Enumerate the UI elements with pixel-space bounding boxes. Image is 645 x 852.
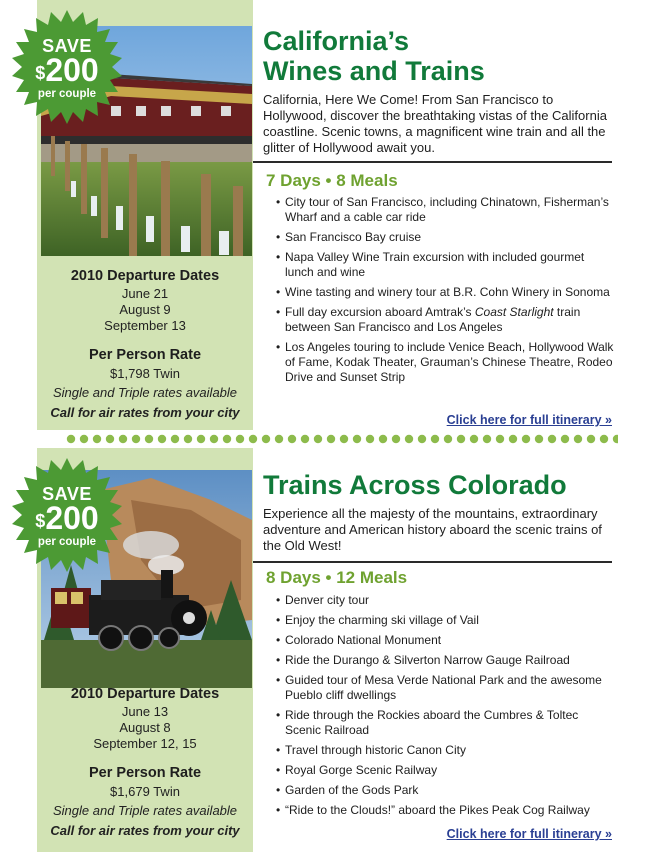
itinerary-item: • San Francisco Bay cruise <box>276 230 616 245</box>
departure-date: June 13 <box>121 704 169 719</box>
days-meals: 7 Days • 8 Meals <box>266 171 398 190</box>
departure-date: June 21 <box>121 286 169 301</box>
tour-dates-rates <box>37 686 253 839</box>
section-rule <box>253 161 612 163</box>
departure-heading: 2010 Departure Dates <box>70 268 220 284</box>
itinerary-list <box>276 593 616 823</box>
tour-title-line1: Trains Across Colorado <box>263 470 567 500</box>
tour-colorado <box>0 448 645 852</box>
itinerary-item: • Colorado National Monument <box>276 633 616 648</box>
itinerary-item: • Wine tasting and winery tour at B.R. Cohn Winery in Sonoma <box>276 285 616 300</box>
badge-dollar: $ <box>35 63 46 83</box>
itinerary-item: • Full day excursion aboard Amtrak’s Coast Starlight train between San Francisco and Los Angeles <box>276 305 616 335</box>
itinerary-item: • City tour of San Francisco, including Chinatown, Fisherman’s Wharf and a cable car ride <box>276 195 616 225</box>
rate-note: Single and Triple rates available <box>52 803 238 818</box>
departure-date: August 8 <box>119 720 171 735</box>
itinerary-item: • Travel through historic Canon City <box>276 743 616 758</box>
badge-per-couple: per couple <box>37 536 97 548</box>
tour-title <box>263 26 485 86</box>
tour-dates-rates <box>37 268 253 421</box>
tour-title-line2: Wines and Trains <box>263 56 485 86</box>
itinerary-item: • Guided tour of Mesa Verde National Park and the awesome Pueblo cliff dwellings <box>276 673 616 703</box>
rate-heading: Per Person Rate <box>88 347 202 363</box>
itinerary-item: • Los Angeles touring to include Venice Beach, Hollywood Walk of Fame, Kodak Theater, Grauman’s Chinese Theatre, Rodeo Drive and Sunset Strip <box>276 340 616 385</box>
itinerary-item: • “Ride to the Clouds!” aboard the Pikes Peak Cog Railway <box>276 803 616 818</box>
rate-amount: $1,679 <box>110 784 150 799</box>
save-badge <box>8 456 126 574</box>
badge-amount: 200 <box>45 52 99 88</box>
itinerary-item: • Denver city tour <box>276 593 616 608</box>
departure-date: September 12, 15 <box>93 736 197 751</box>
departure-date: September 13 <box>104 318 186 333</box>
badge-per-couple: per couple <box>37 88 97 100</box>
rate-type: Twin <box>153 784 180 799</box>
itinerary-item: • Ride through the Rockies aboard the Cumbres & Toltec Scenic Railroad <box>276 708 616 738</box>
days-meals: 8 Days • 12 Meals <box>266 568 408 587</box>
rate-type: Twin <box>153 366 180 381</box>
dotted-divider <box>66 432 618 446</box>
full-itinerary-link[interactable]: Click here for full itinerary » <box>446 413 612 427</box>
tour-title-line1: California’s <box>263 26 410 56</box>
rate-note: Single and Triple rates available <box>52 385 238 400</box>
air-note: Call for air rates from your city <box>50 823 240 838</box>
itinerary-item: • Enjoy the charming ski village of Vail <box>276 613 616 628</box>
badge-save-label: SAVE <box>42 484 92 504</box>
itinerary-item: • Garden of the Gods Park <box>276 783 616 798</box>
itinerary-item: • Ride the Durango & Silverton Narrow Gauge Railroad <box>276 653 616 668</box>
itinerary-item: • Royal Gorge Scenic Railway <box>276 763 616 778</box>
rate-amount: $1,798 <box>110 366 150 381</box>
badge-amount: 200 <box>45 500 99 536</box>
tour-intro: California, Here We Come! From San Francisco to Hollywood, discover the breathtaking vistas of the California coastline. Scenic towns, a magnificent wine train and all the glitter of Hollywood await you. <box>263 92 607 155</box>
departure-heading: 2010 Departure Dates <box>70 686 220 702</box>
departure-date: August 9 <box>119 302 171 317</box>
badge-dollar: $ <box>35 511 46 531</box>
full-itinerary-link[interactable]: Click here for full itinerary » <box>446 827 612 841</box>
itinerary-list <box>276 195 616 390</box>
save-badge <box>8 8 126 126</box>
itinerary-item: • Napa Valley Wine Train excursion with included gourmet lunch and wine <box>276 250 616 280</box>
air-note: Call for air rates from your city <box>50 405 240 420</box>
tour-intro: Experience all the majesty of the mountains, extraordinary adventure and American history aboard the scenic trains of the Old West! <box>263 506 602 553</box>
tour-title <box>263 470 567 500</box>
rate-heading: Per Person Rate <box>88 765 202 781</box>
badge-save-label: SAVE <box>42 36 92 56</box>
section-rule <box>253 561 612 563</box>
